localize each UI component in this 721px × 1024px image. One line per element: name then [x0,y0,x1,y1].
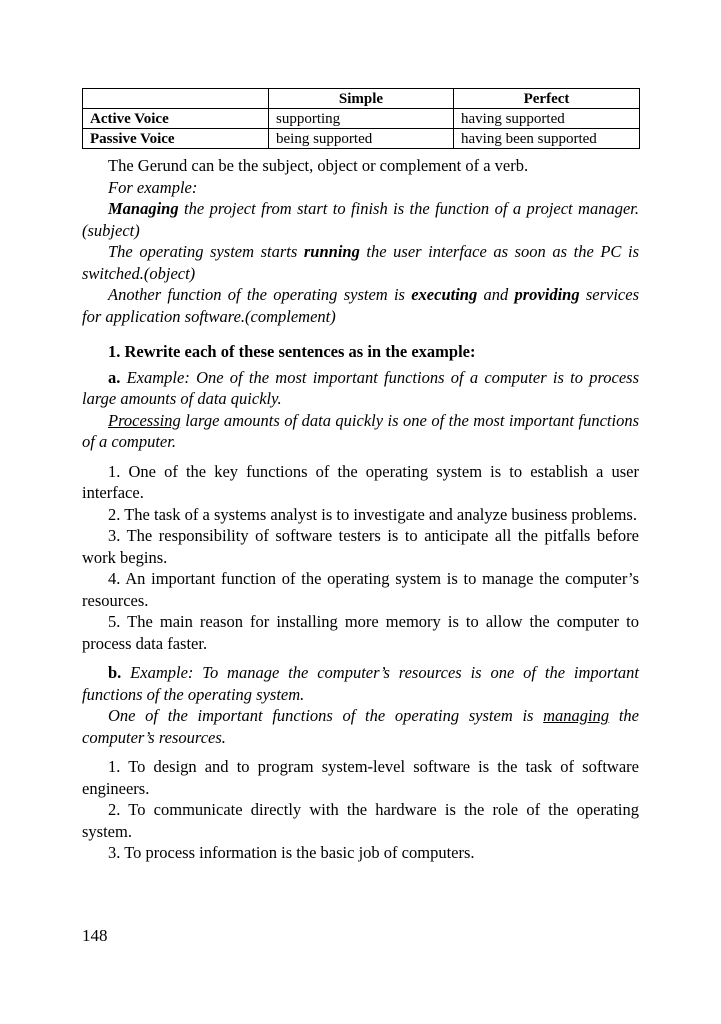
part-b-example [82,662,639,705]
task-heading: 1. Rewrite each of these sentences as in the example: [108,342,476,361]
gerund-underlined: Processing [108,410,181,430]
row-label: Passive Voice [83,129,269,149]
part-label: b. [108,663,122,682]
example-text: The operating system starts [108,242,304,261]
part-a-answer [82,410,639,453]
gerund-highlight: providing [514,285,580,304]
table-header-cell: Simple [269,89,454,109]
page-content [82,88,639,864]
table-header-row [83,89,640,109]
part-label: a. [108,367,121,387]
table-cell: being supported [269,129,454,149]
list-item: 5. The main reason for installing more memory is to allow the computer to process data faster. [82,612,639,653]
example-text: the computer’s resources. [82,706,639,747]
example-text: One of the important functions of the operating system is [108,706,544,725]
part-b-answer [82,705,639,748]
list-item: 3. The responsibility of software testers is to anticipate all the pitfalls before work begins. [82,526,639,567]
example-text: Example: To manage the computer’s resources is one of the important functions of the operating system. [82,663,639,704]
example-subject [82,198,639,241]
list-item: 1. One of the key functions of the operating system is to establish a user interface. [82,461,639,502]
table-header-cell: Perfect [454,89,640,109]
gerund-forms-table [82,88,640,149]
table-cell: having been supported [454,129,640,149]
list-item: 2. The task of a systems analyst is to investigate and analyze business problems. [108,504,637,524]
gerund-highlight: running [303,242,360,261]
table-cell: supporting [269,109,454,129]
list-item: 2. To communicate directly with the hardware is the role of the operating system. [82,800,639,841]
example-text: the project from start to finish is the function of a project manager.(subject) [82,199,639,240]
gerund-highlight: Managing [108,199,179,218]
intro-paragraph: The Gerund can be the subject, object or complement of a verb. [108,156,529,175]
list-item: 3. To process information is the basic job of computers. [108,843,475,862]
for-example-label: For example: [108,177,198,197]
example-text: the user interface as soon as the PC is switched.(object) [82,242,639,283]
example-text: and [477,285,515,304]
list-item: 1. To design and to program system-level software is the task of software engineers. [82,757,639,798]
row-label: Active Voice [83,109,269,129]
example-text: Example: One of the most important functions of a computer is to process large amounts of data quickly. [82,367,639,408]
page-number: 148 [82,926,108,945]
example-text: large amounts of data quickly is one of the most important functions of a computer. [82,410,639,451]
table-row [83,109,640,129]
table-row [83,129,640,149]
gerund-highlight: executing [411,285,478,304]
part-a-example [82,367,639,410]
table-header-cell [83,89,269,109]
list-item: 4. An important function of the operating system is to manage the computer’s resources. [82,569,639,610]
table-cell: having supported [454,109,640,129]
example-object [82,241,639,284]
gerund-underlined: managing [543,706,610,725]
example-complement [82,284,639,327]
example-text: services for application software.(complement) [82,285,639,326]
example-text: Another function of the operating system is [108,285,412,304]
